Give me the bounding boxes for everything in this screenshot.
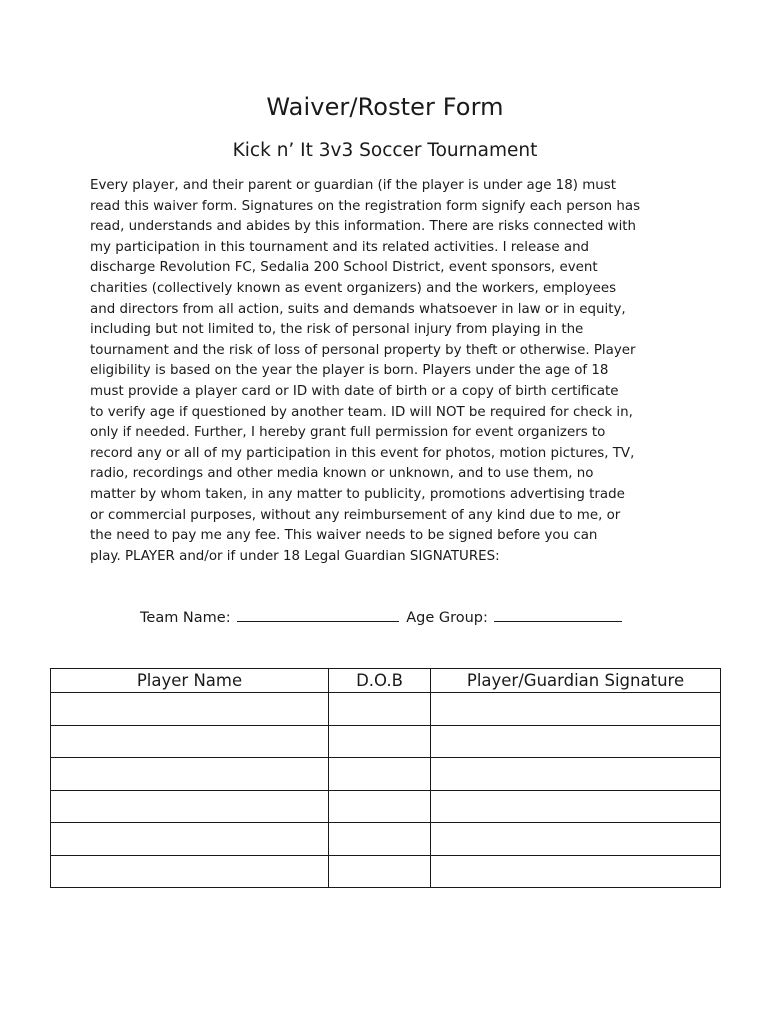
paragraph-line: matter by whom taken, in any matter to publicity, promotions advertising trade [90,486,625,502]
dob-cell[interactable] [329,823,431,856]
paragraph-line: or commercial purposes, without any reimbursement of any kind due to me, or [90,507,621,523]
paragraph-line: radio, recordings and other media known or unknown, and to use them, no [90,466,594,482]
signature-cell[interactable] [431,790,721,823]
roster-body [51,693,721,888]
signature-cell[interactable] [431,855,721,888]
page-title: Waiver/Roster Form [266,93,504,121]
dob-cell[interactable] [329,693,431,726]
paragraph-line: record any or all of my participation in this event for photos, motion pictures, TV, [90,445,635,461]
page-subtitle: Kick n’ It 3v3 Soccer Tournament [232,140,538,161]
team-info-line [140,607,625,626]
player-name-cell[interactable] [51,823,329,856]
column-header-dob: D.O.B [329,669,431,693]
paragraph-line: charities (collectively known as event organizers) and the workers, employees [90,280,617,296]
dob-cell[interactable] [329,758,431,791]
paragraph-line: my participation in this tournament and its related activities. I release and [90,239,590,255]
player-name-cell[interactable] [51,725,329,758]
signature-cell[interactable] [431,693,721,726]
table-row [51,790,721,823]
table-row [51,725,721,758]
player-name-cell[interactable] [51,758,329,791]
paragraph-line: discharge Revolution FC, Sedalia 200 School District, event sponsors, event [90,260,598,276]
signature-cell[interactable] [431,823,721,856]
paragraph-line: to verify age if questioned by another team. ID will NOT be required for check in, [90,404,633,420]
dob-cell[interactable] [329,725,431,758]
table-row [51,758,721,791]
paragraph-line: read, understands and abides by this information. There are risks connected with [90,219,637,235]
dob-cell[interactable] [329,855,431,888]
paragraph-line: tournament and the risk of loss of personal property by theft or otherwise. Player [90,342,636,358]
paragraph-line: Every player, and their parent or guardian (if the player is under age 18) must [90,178,616,193]
player-name-cell[interactable] [51,693,329,726]
team-name-label: Team Name: [140,610,231,626]
paragraph-line: must provide a player card or ID with date of birth or a copy of birth certificate [90,383,619,399]
paragraph-line: play. PLAYER and/or if under 18 Legal Guardian SIGNATURES: [90,548,500,564]
table-row [51,823,721,856]
paragraph-line: only if needed. Further, I hereby grant full permission for event organizers to [90,425,606,441]
paragraph-line: eligibility is based on the year the player is born. Players under the age of 18 [90,363,609,379]
paragraph-line: including but not limited to, the risk of personal injury from playing in the [90,322,584,338]
team-name-field[interactable] [237,607,399,622]
paragraph-line: and directors from all action, suits and demands whatsoever in law or in equity, [90,301,626,317]
signature-cell[interactable] [431,758,721,791]
dob-cell[interactable] [329,790,431,823]
player-name-cell[interactable] [51,790,329,823]
column-header-signature: Player/Guardian Signature [431,669,721,693]
player-name-cell[interactable] [51,855,329,888]
roster-header-row [51,669,721,693]
paragraph-line: the need to pay me any fee. This waiver needs to be signed before you can [90,528,598,544]
age-group-field[interactable] [494,607,622,622]
waiver-paragraph [90,176,690,567]
roster-table [50,668,721,888]
paragraph-line: read this waiver form. Signatures on the registration form signify each person has [90,198,641,214]
table-row [51,855,721,888]
age-group-label: Age Group: [406,610,488,626]
signature-cell[interactable] [431,725,721,758]
table-row [51,693,721,726]
column-header-player-name: Player Name [51,669,329,693]
